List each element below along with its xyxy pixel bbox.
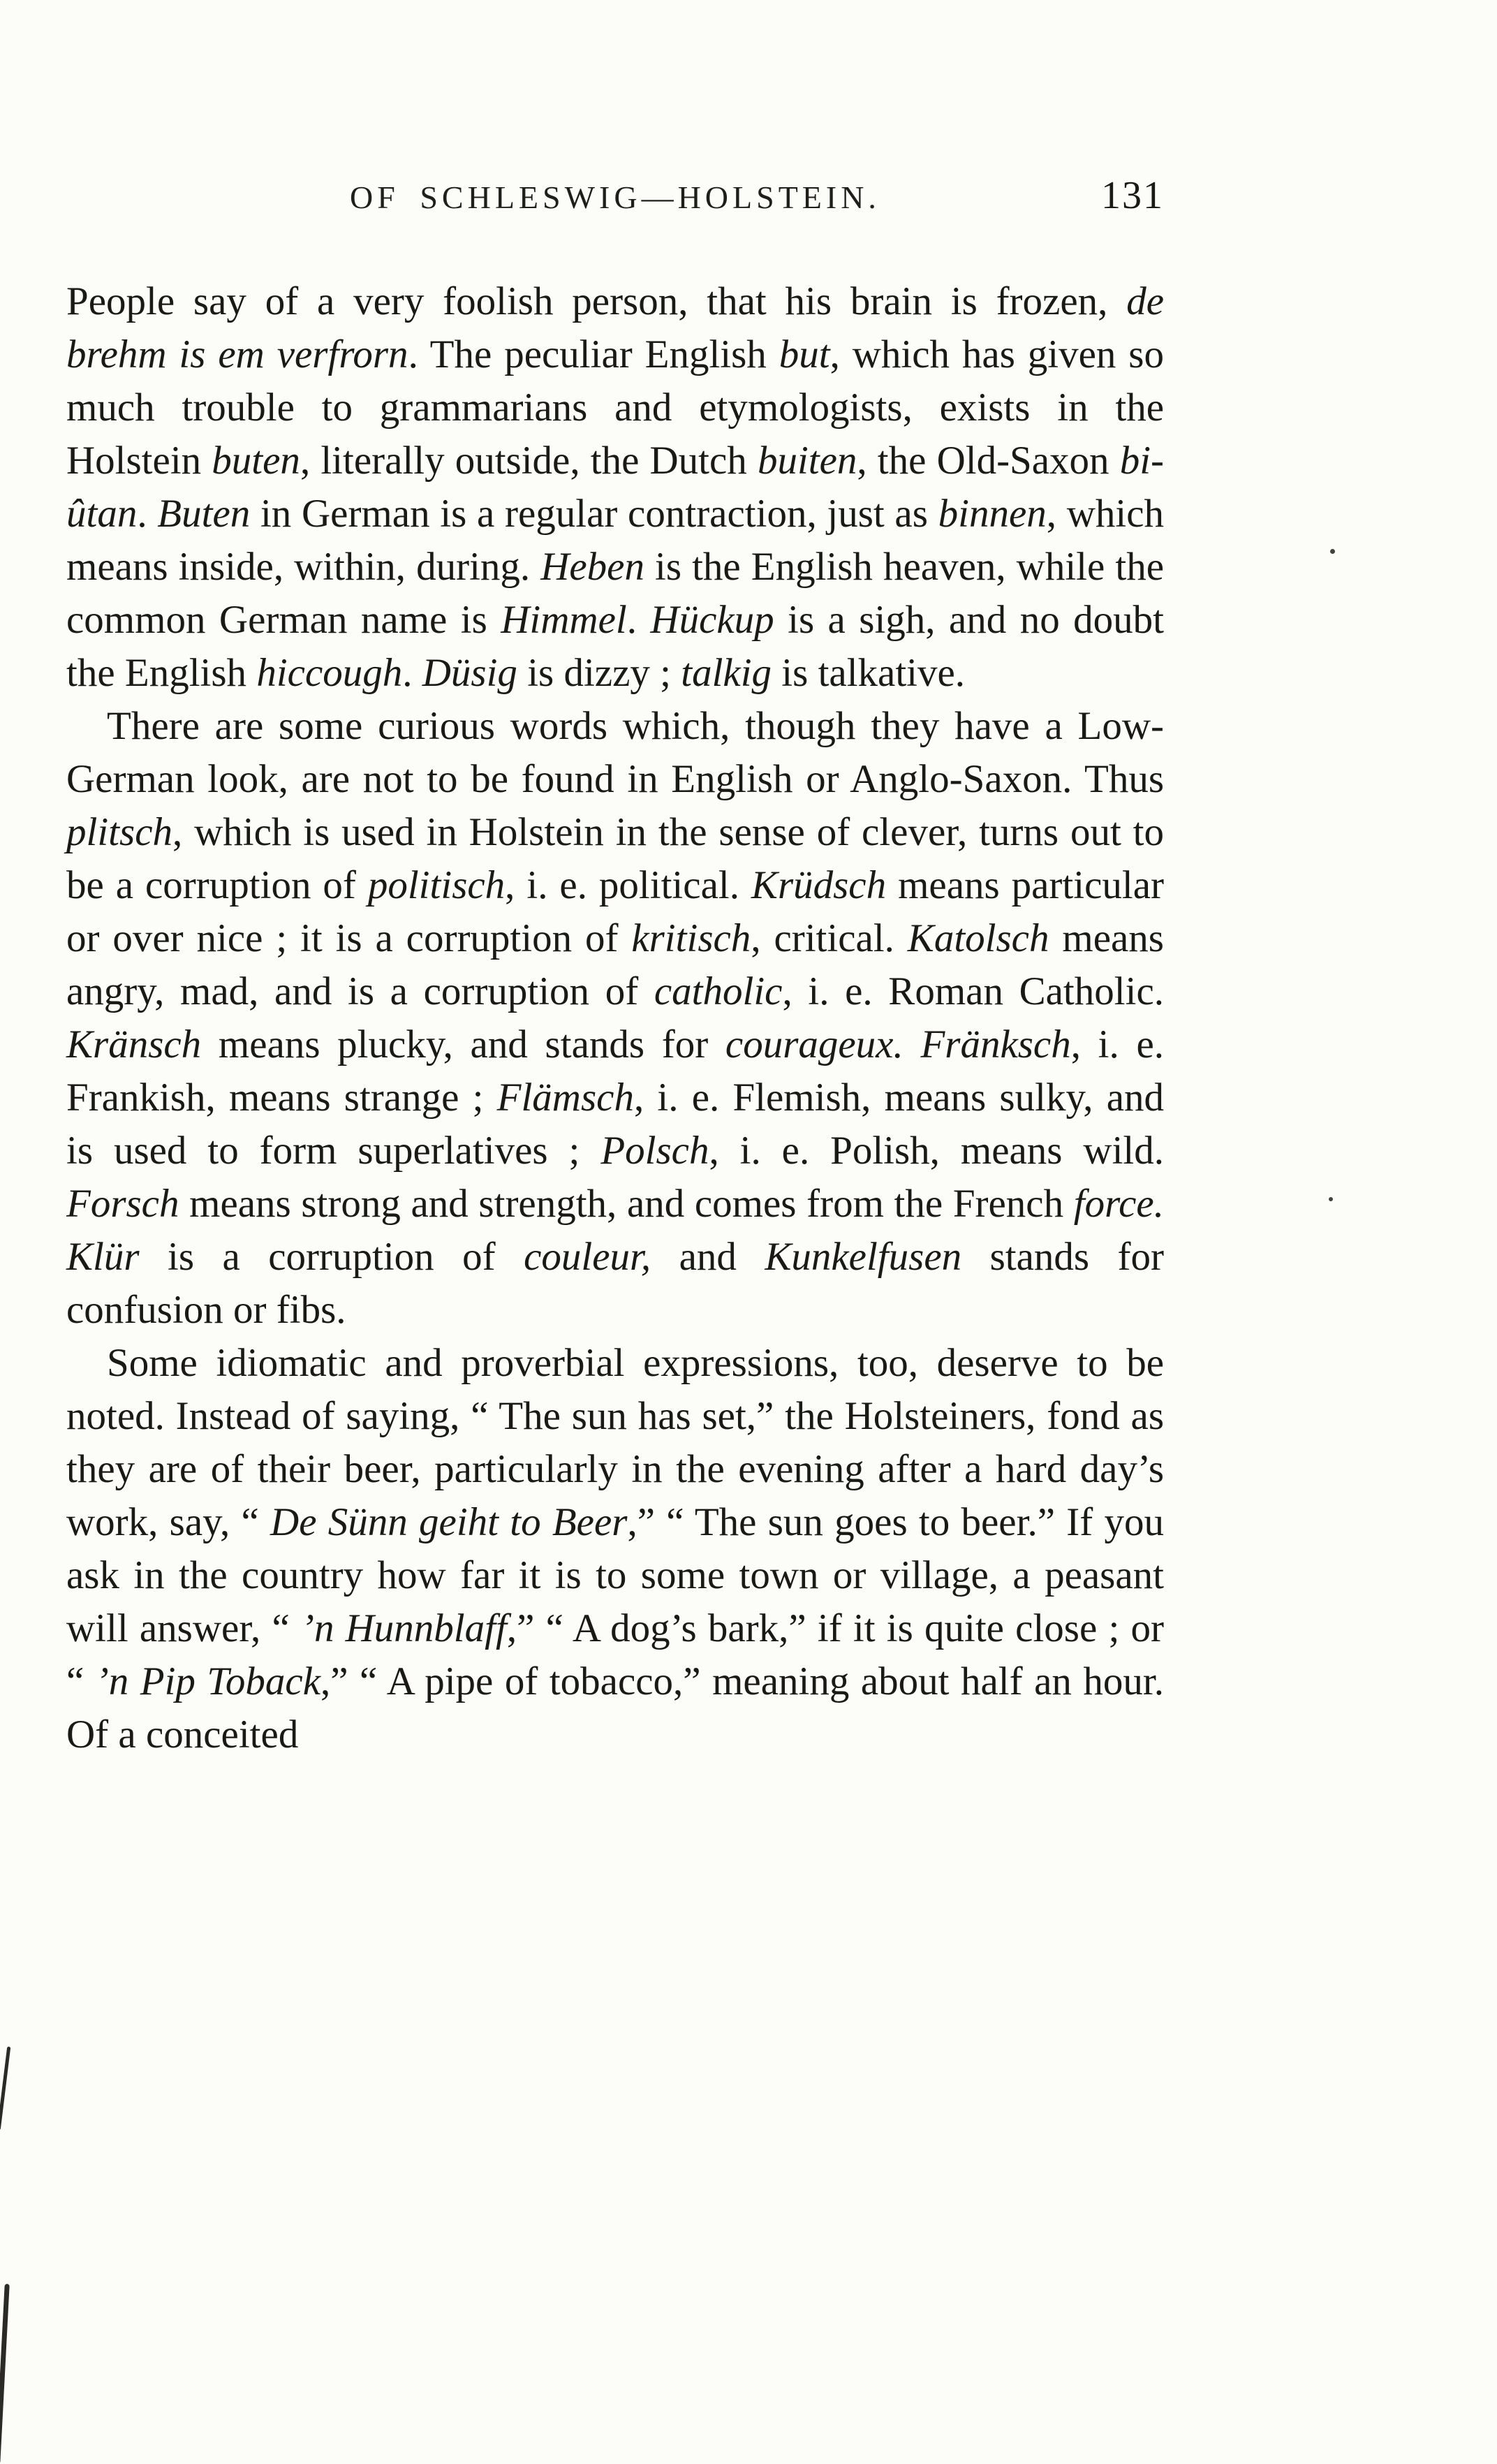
body-run: ,” “ The sun goes to beer.” If you ask in the country how far it is to some town or village, a peasant will answer, “ xyxy=(66,1500,1164,1650)
body-run: , i. e. Roman Catholic. xyxy=(782,969,1164,1013)
body-run: is a corruption of xyxy=(139,1235,524,1279)
body-run: , literally outside, the Dutch xyxy=(300,439,758,483)
body-run xyxy=(904,1022,921,1066)
body-run: is the English heaven, while the common German name is xyxy=(66,545,1164,642)
paragraph xyxy=(66,275,1164,700)
page-number: 131 xyxy=(1101,174,1164,217)
body-run: , which is used in Holstein in the sense of clever, turns out to be a corruption of xyxy=(66,810,1164,907)
italic-text: buiten xyxy=(757,439,857,483)
italic-text: Katolsch xyxy=(907,916,1049,960)
italic-text: politisch xyxy=(367,863,506,907)
italic-text: force. xyxy=(1073,1182,1164,1226)
italic-text: Kränsch xyxy=(66,1022,202,1066)
paragraph xyxy=(66,1337,1164,1761)
body-run: , critical. xyxy=(751,916,908,960)
body-run: is a sigh, and no doubt the English xyxy=(66,598,1164,695)
body-run: , i. e. Frankish, means strange ; xyxy=(66,1022,1165,1120)
body-run: means angry, mad, and is a corruption of xyxy=(66,916,1164,1013)
body-run: means plucky, and stands for xyxy=(201,1022,725,1066)
body-run: and xyxy=(651,1235,765,1279)
body-run: . xyxy=(626,598,651,642)
body-run: . The peculiar English xyxy=(408,332,779,376)
italic-text: Kunkelfusen xyxy=(765,1235,962,1279)
body-run: ,” “ A dog’s bark,” if it is quite close ; or “ xyxy=(66,1606,1164,1703)
scan-speck xyxy=(1330,549,1335,554)
body-run: There are some curious words which, though they have a Low-German look, are not to be found in English or Anglo-Saxon. Thus xyxy=(66,704,1164,801)
body-run: Some idiomatic and proverbial expressions, too, deserve to be noted. Instead of saying, “ The sun has set,” the Holsteiners, fond as they are of their beer, particularly in the evening after a hard day’s work, say, “ xyxy=(66,1341,1164,1544)
italic-text: kritisch xyxy=(631,916,751,960)
body-run: , i. e. Polish, means wild. xyxy=(709,1129,1164,1173)
italic-text: but xyxy=(779,332,830,376)
italic-text: courageux. xyxy=(725,1022,904,1066)
text-block xyxy=(66,174,1165,1761)
body-run: is talkative. xyxy=(772,651,966,695)
scan-speck xyxy=(1329,1197,1333,1201)
scan-artifact xyxy=(0,2046,10,2130)
italic-text: Polsch xyxy=(600,1129,709,1173)
italic-text: Fränksch xyxy=(920,1022,1071,1066)
italic-text: bi-ûtan xyxy=(66,439,1165,536)
body-run: , i. e. Flemish, means sulky, and is used to form superlatives ; xyxy=(66,1076,1165,1173)
italic-text: catholic xyxy=(654,969,783,1013)
body-run: in German is a regular contraction, just as xyxy=(250,492,938,536)
body-run: . xyxy=(402,651,422,695)
body-run: stands for confusion or fibs. xyxy=(66,1235,1164,1332)
italic-text: talkig xyxy=(681,651,772,695)
body-run: . xyxy=(137,492,158,536)
italic-text: Flämsch xyxy=(496,1076,634,1120)
body-run: People say of a very foolish person, that his brain is frozen, xyxy=(66,279,1127,323)
italic-text: ’n Hunnblaff xyxy=(300,1606,507,1650)
italic-text: Hückup xyxy=(650,598,774,642)
italic-text: De Sünn geiht to Beer xyxy=(270,1500,628,1544)
italic-text: Heben xyxy=(540,545,644,589)
body-run: is dizzy ; xyxy=(517,651,681,695)
running-title: OF SCHLESWIG—HOLSTEIN. xyxy=(350,179,880,215)
italic-text: binnen xyxy=(938,492,1047,536)
body-text xyxy=(66,275,1164,1761)
italic-text: Himmel xyxy=(501,598,627,642)
italic-text: de brehm is em verfrorn xyxy=(66,279,1164,376)
italic-text: hiccough xyxy=(256,651,403,695)
italic-text: Klür xyxy=(66,1235,140,1279)
body-run: , which means inside, within, during. xyxy=(66,492,1165,589)
italic-text: plitsch xyxy=(66,810,172,854)
italic-text: Krüdsch xyxy=(751,863,887,907)
italic-text: Düsig xyxy=(422,651,517,695)
body-run: means strong and strength, and comes from the French xyxy=(179,1182,1074,1226)
body-run: ,” “ A pipe of tobacco,” meaning about half an hour. Of a conceited xyxy=(66,1659,1164,1757)
italic-text: buten xyxy=(212,439,300,483)
scan-artifact xyxy=(0,2284,10,2464)
italic-text: Forsch xyxy=(66,1182,179,1226)
page-header xyxy=(66,174,1164,229)
italic-text: Buten xyxy=(157,492,251,536)
body-run: means particular or over nice ; it is a corruption of xyxy=(66,863,1165,960)
body-run: , the Old-Saxon xyxy=(857,439,1120,483)
body-run: , i. e. political. xyxy=(505,863,751,907)
paragraph xyxy=(66,700,1164,1337)
italic-text: couleur, xyxy=(524,1235,651,1279)
body-run: , which has given so much trouble to grammarians and etymologists, exists in the Holstein xyxy=(66,332,1164,483)
italic-text: ’n Pip Toback xyxy=(95,1659,320,1703)
